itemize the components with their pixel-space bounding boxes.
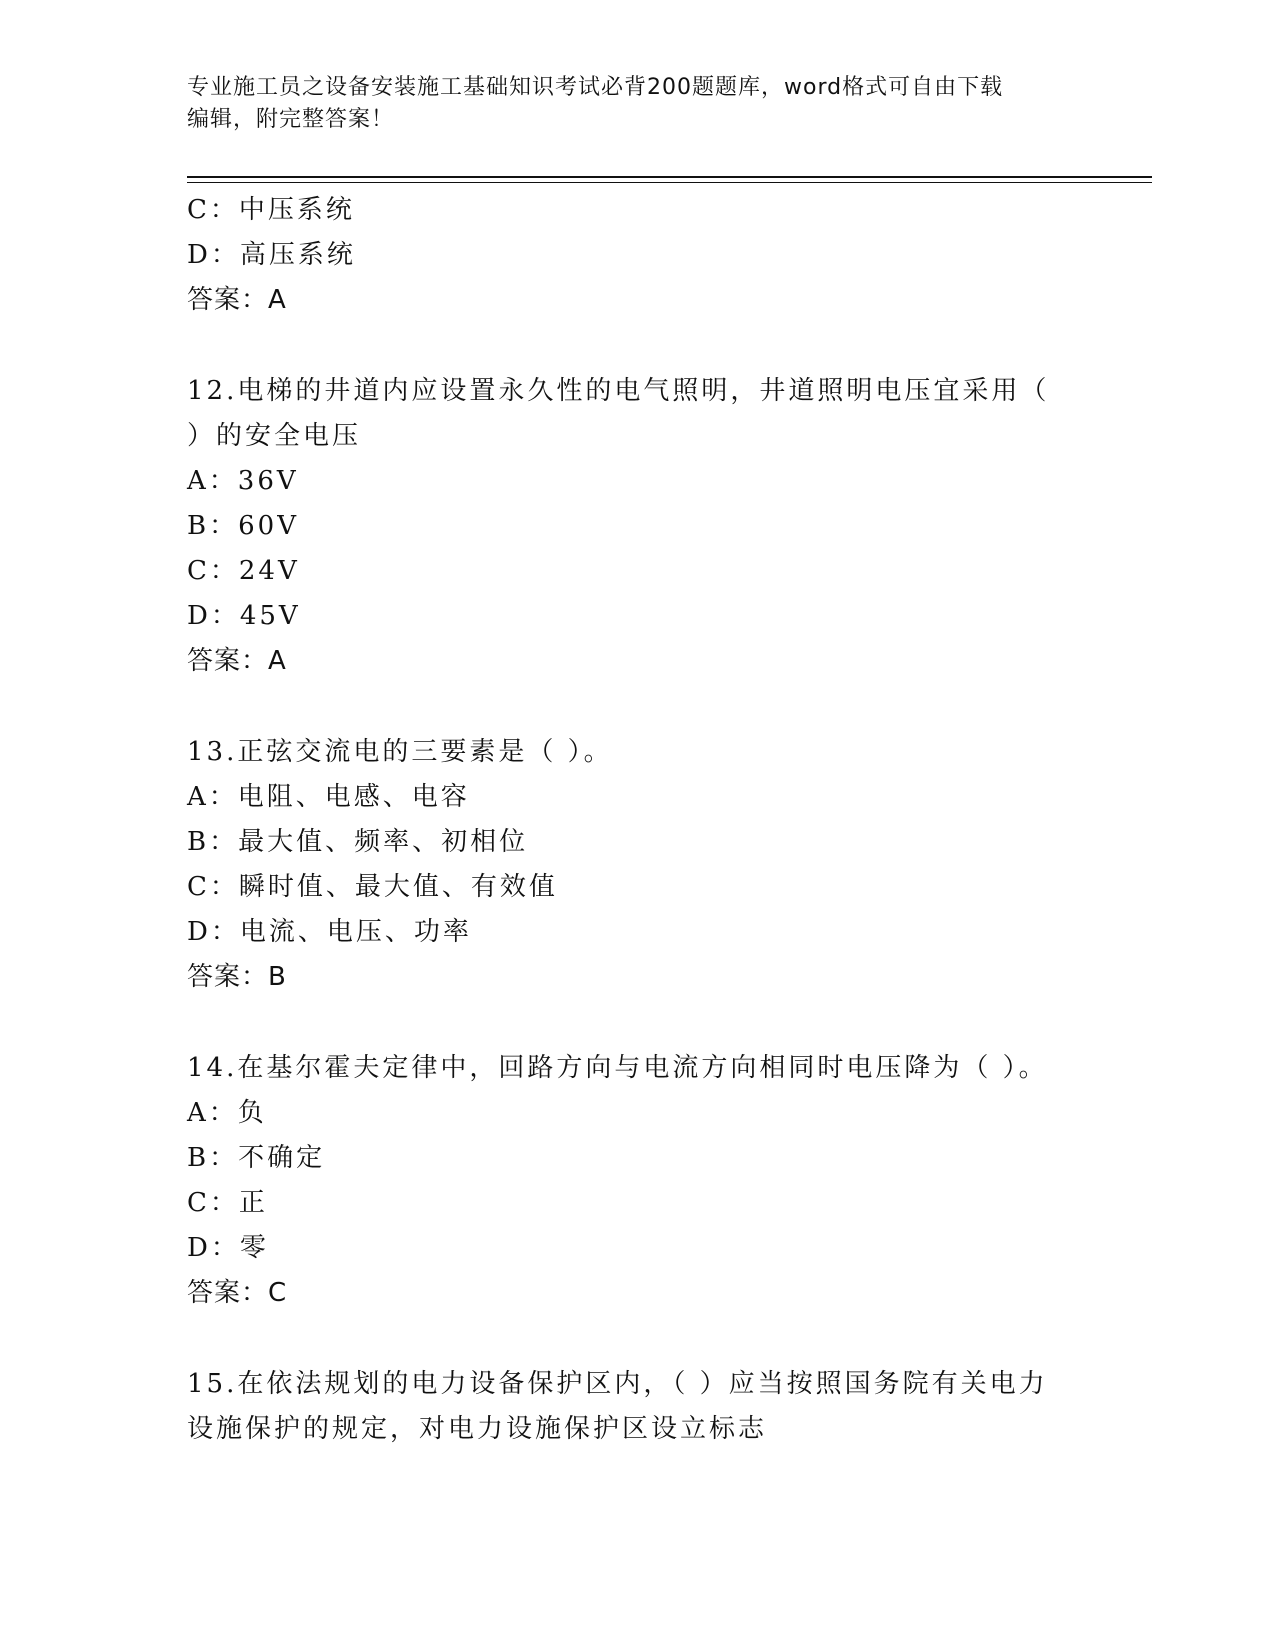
- option-b-q13: B：最大值、频率、初相位: [187, 827, 529, 857]
- option-c-q12: C：24V: [187, 556, 300, 586]
- option-b-q14: B：不确定: [187, 1143, 326, 1173]
- header-divider-thin: [187, 182, 1152, 183]
- header-divider-thick: [187, 176, 1152, 178]
- answer-q11: 答案：A: [187, 285, 287, 315]
- option-a-q14: A：负: [187, 1098, 267, 1128]
- option-b-q12: B：60V: [187, 511, 299, 541]
- option-d-q12: D：45V: [187, 601, 301, 631]
- option-c-q11: C：中压系统: [187, 195, 355, 225]
- header-line-2: 编辑，附完整答案！: [187, 107, 395, 132]
- option-c-q13: C：瞬时值、最大值、有效值: [187, 872, 558, 902]
- answer-q13: 答案：B: [187, 962, 287, 992]
- question-12-line-2: ）的安全电压: [187, 421, 362, 451]
- option-d-q14: D：零: [187, 1233, 269, 1263]
- option-a-q13: A：电阻、电感、电容: [187, 782, 470, 812]
- question-15-line-2: 设施保护的规定，对电力设施保护区设立标志: [187, 1414, 768, 1444]
- question-12-line-1: 12.电梯的井道内应设置永久性的电气照明，井道照明电压宜采用（: [187, 376, 1050, 406]
- option-d-q13: D：电流、电压、功率: [187, 917, 472, 947]
- question-13: 13.正弦交流电的三要素是（ ）。: [187, 737, 613, 767]
- answer-q12: 答案：A: [187, 646, 287, 676]
- option-a-q12: A：36V: [187, 466, 299, 496]
- document-header: [187, 72, 1067, 136]
- header-line-1: 专业施工员之设备安装施工基础知识考试必背200题题库，word格式可自由下载: [187, 75, 1004, 100]
- option-d-q11: D：高压系统: [187, 240, 356, 270]
- question-15-line-1: 15.在依法规划的电力设备保护区内，（ ）应当按照国务院有关电力: [187, 1369, 1048, 1399]
- answer-q14: 答案：C: [187, 1278, 288, 1308]
- option-c-q14: C：正: [187, 1188, 268, 1218]
- question-14: 14.在基尔霍夫定律中，回路方向与电流方向相同时电压降为（ ）。: [187, 1053, 1048, 1083]
